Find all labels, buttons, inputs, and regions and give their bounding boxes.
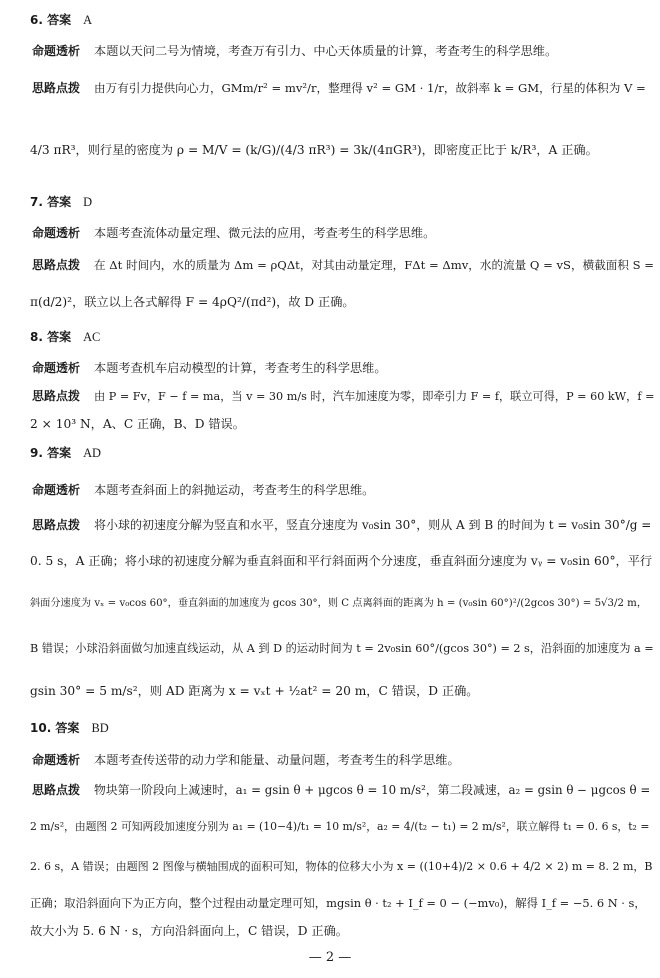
q10-hint-line4: 正确；取沿斜面向下为正方向，整个过程由动量定理可知，mgsin θ · t₂ + I_f = 0 − (−mv₀)，解得 I_f = −5. 6 N · s， [30,896,646,910]
q9-hint-line2: 0. 5 s，A 正确；将小球的初速度分解为垂直斜面和平行斜面两个分速度，垂直斜面分速度为 vᵧ = v₀sin 60°，平行 [30,554,653,568]
q9-analysis: 命题透析 本题考查斜面上的斜抛运动，考查考生的科学思维。 [32,483,375,497]
q6-hint-line1: 思路点拨 由万有引力提供向心力，GMm/r² = mv²/r，整理得 v² = GM · 1/r，故斜率 k = GM，行星的体积为 V = [32,81,646,95]
q6-analysis: 命题透析 本题以天问二号为情境，考查万有引力、中心天体质量的计算，考查考生的科学思维。 [32,44,558,58]
q10-header: 10. 答案 BD [30,721,109,735]
q7-hint-line1: 思路点拨 在 Δt 时间内，水的质量为 Δm = ρQΔt，对其由动量定理，FΔt = Δmv，水的流量 Q = vS，横截面积 S = [32,258,654,272]
q9-hint-line5: gsin 30° = 5 m/s²，则 AD 距离为 x = vₓt + ½at² = 20 m，C 错误，D 正确。 [30,684,479,698]
q8-hint-line1: 思路点拨 由 P = Fv，F − f = ma，当 v = 30 m/s 时，汽车加速度为零，即牵引力 F = f，联立可得，P = 60 kW，f = [32,389,655,403]
page-number: — 2 — [308,950,352,965]
q7-answer: D [83,195,93,209]
q8-header: 8. 答案 AC [30,330,101,344]
q9-hint-line4: B 错误；小球沿斜面做匀加速直线运动，从 A 到 D 的运动时间为 t = 2v₀sin 60°/(gcos 30°) = 2 s，沿斜面的加速度为 a = [30,642,654,655]
q6-hint-line2: 4/3 πR³，则行星的密度为 ρ = M/V = (k/G)/(4/3 πR³) = 3k/(4πGR³)，即密度正比于 k/R³，A 正确。 [30,143,598,157]
q8-answer: AC [83,330,101,344]
q6-answer: A [83,13,93,27]
q9-hint-line1: 思路点拨 将小球的初速度分解为竖直和水平，竖直分速度为 v₀sin 30°，则从 A 到 B 的时间为 t = v₀sin 30°/g = [32,518,652,532]
q7-hint-line2: π(d/2)²，联立以上各式解得 F = 4ρQ²/(πd²)，故 D 正确。 [30,295,355,309]
q10-hint-line3: 2. 6 s，A 错误；由题图 2 图像与横轴围成的面积可知，物体的位移大小为 x = ((10+4)/2 × 0.6 + 4/2 × 2) m = 8. 2 m，B [30,860,653,873]
q10-answer: BD [91,721,109,735]
q10-hint-line2: 2 m/s²，由题图 2 可知两段加速度分别为 a₁ = (10−4)/t₁ = 10 m/s²，a₂ = 4/(t₂ − t₁) = 2 m/s²，联立解得 t₁ = 0. 6 s，t₂ = [30,820,650,833]
q9-answer: AD [83,446,101,460]
q8-analysis: 命题透析 本题考查机车启动模型的计算，考查考生的科学思维。 [32,361,387,375]
q9-hint-line3: 斜面分速度为 vₓ = v₀cos 60°，垂直斜面的加速度为 gcos 30°，则 C 点离斜面的距离为 h = (v₀sin 60°)²/(2gcos 30°) = 5√3/2 m， [30,598,648,609]
q9-header: 9. 答案 AD [30,446,101,460]
q6-header: 6. 答案 A [30,13,93,27]
q7-header: 7. 答案 D [30,195,93,209]
q10-hint-line1: 思路点拨 物块第一阶段向上减速时，a₁ = gsin θ + μgcos θ = 10 m/s²，第二段减速，a₂ = gsin θ − μgcos θ = [32,783,651,797]
q10-hint-line5: 故大小为 5. 6 N · s，方向沿斜面向上，C 错误，D 正确。 [30,924,348,938]
q10-analysis: 命题透析 本题考查传送带的动力学和能量、动量问题，考查考生的科学思维。 [32,753,460,767]
q8-hint-line2: 2 × 10³ N，A、C 正确，B、D 错误。 [30,417,245,431]
q7-analysis: 命题透析 本题考查流体动量定理、微元法的应用，考查考生的科学思维。 [32,226,436,240]
